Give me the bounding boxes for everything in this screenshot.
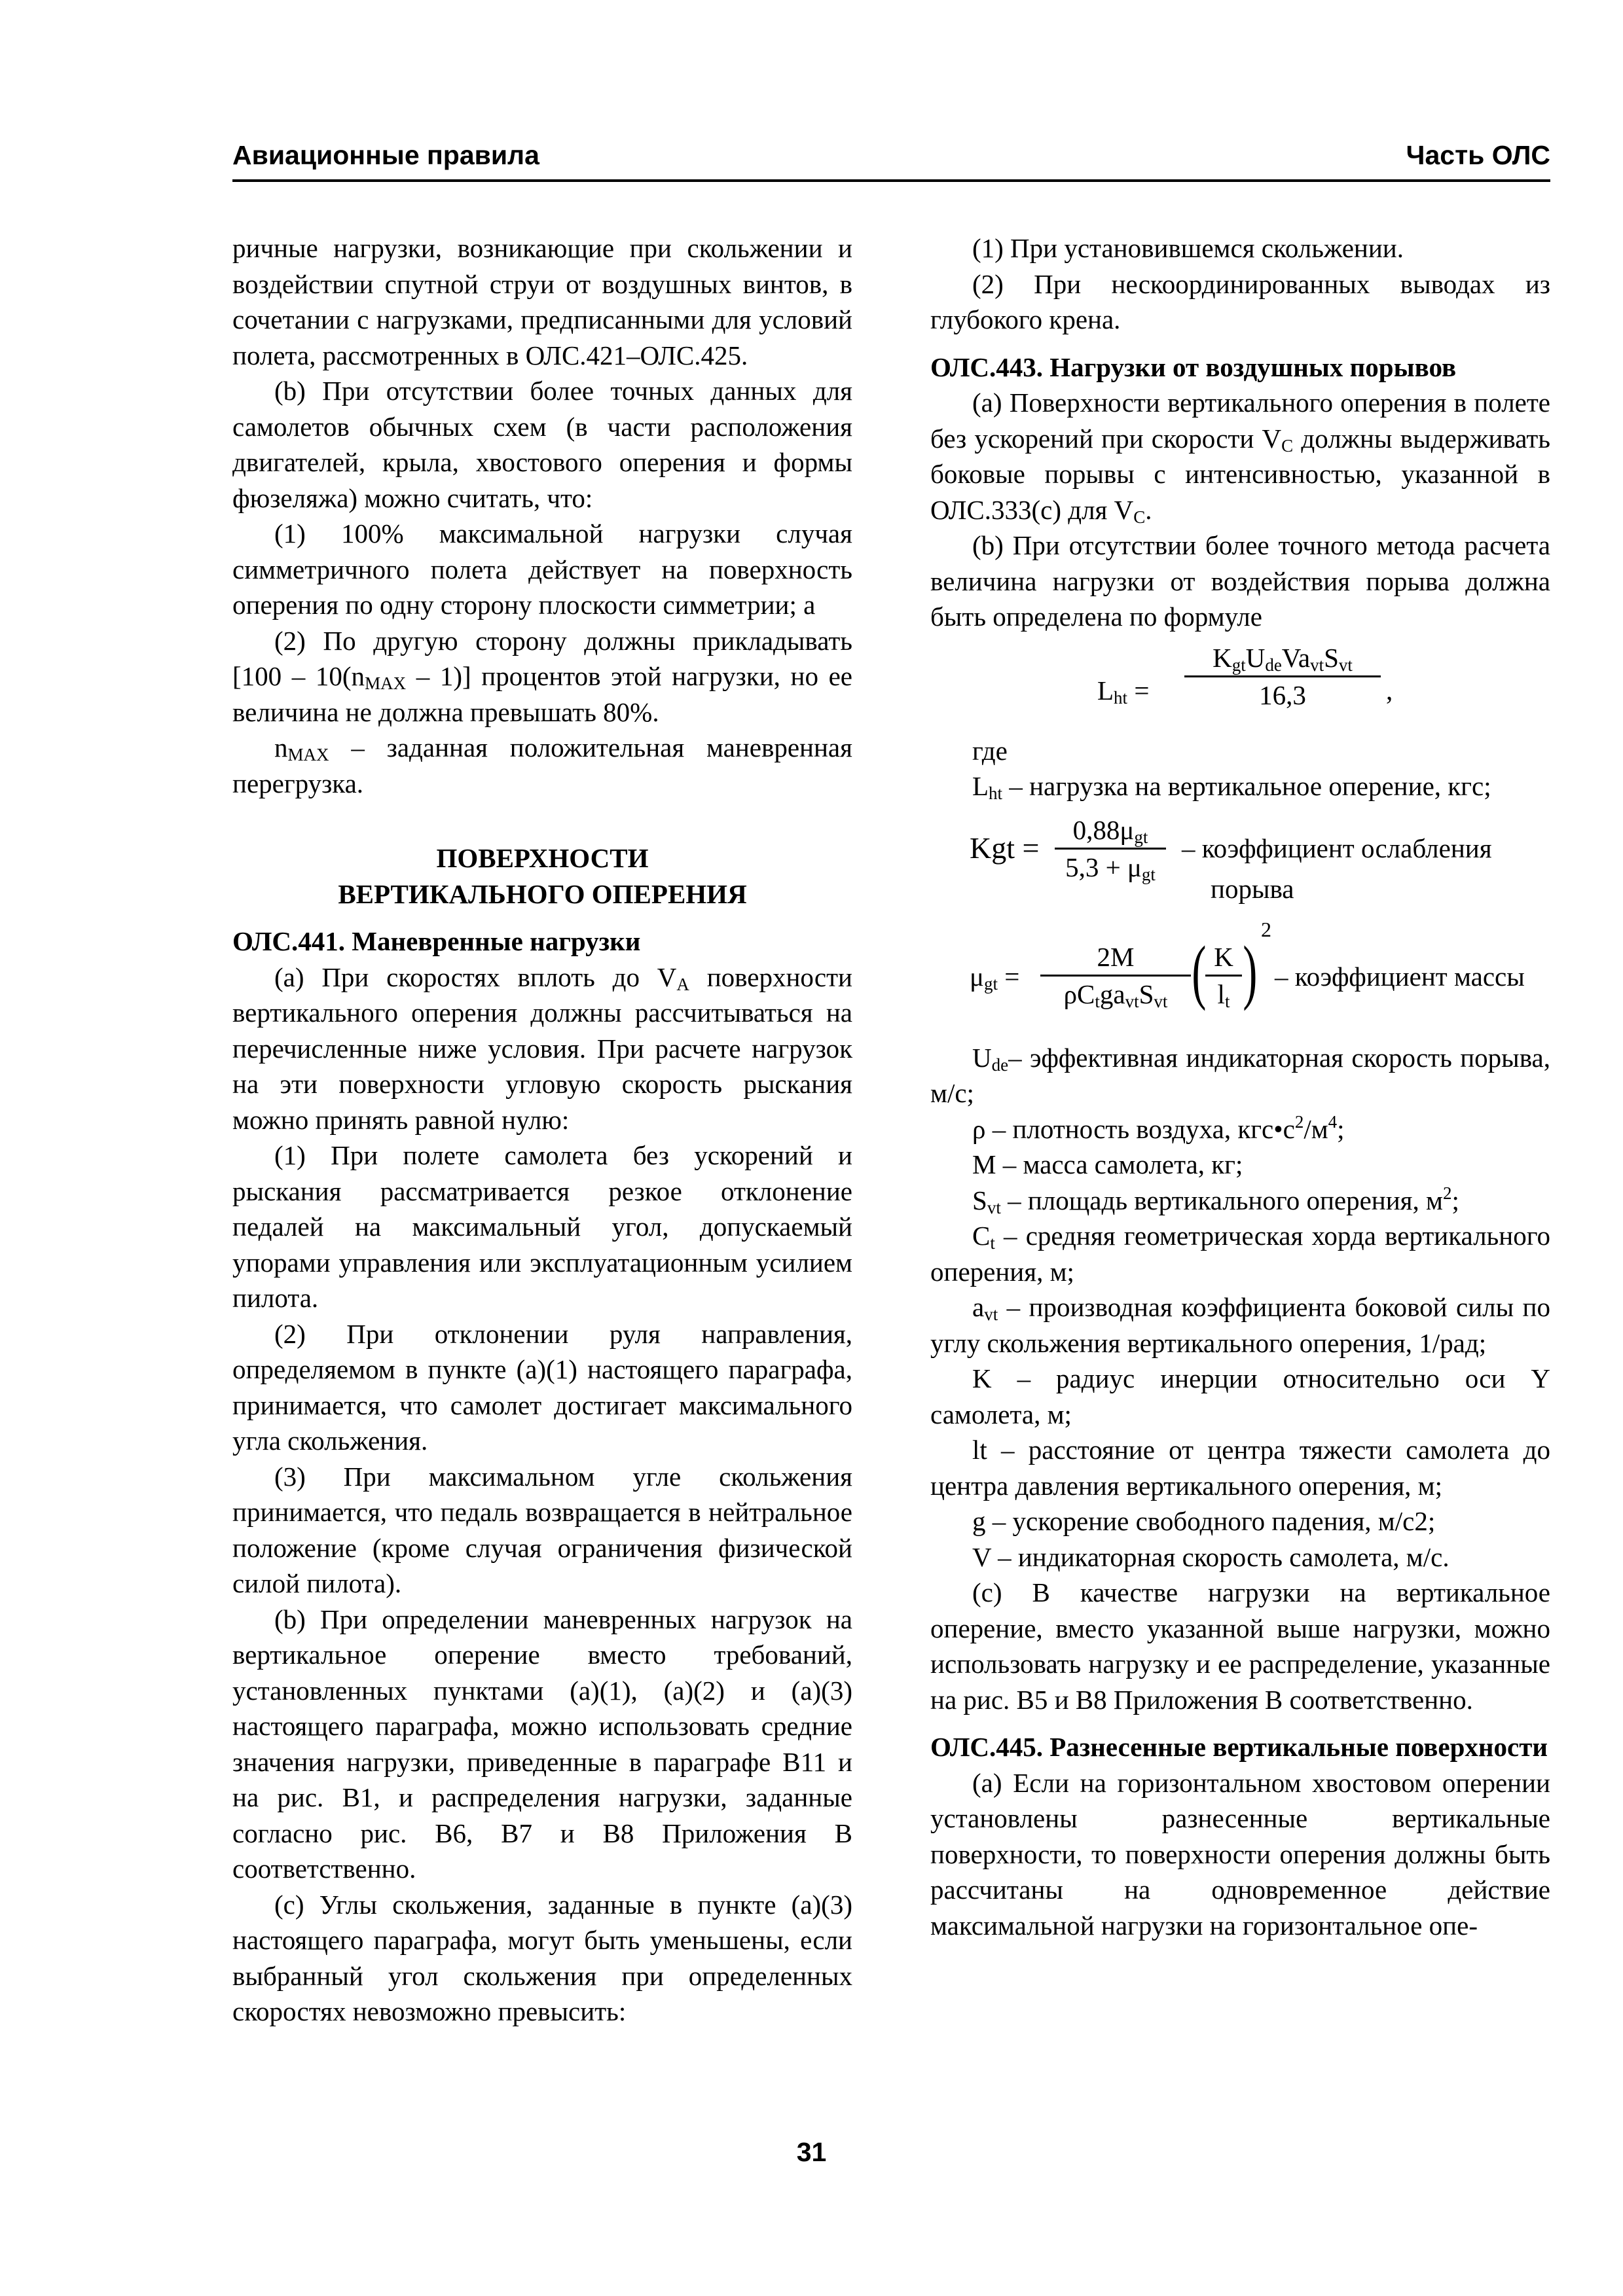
header-title: Авиационные правила <box>232 140 539 170</box>
formula-kgt: Kgt = $0,88\mu_{gt}$ $5,3 + \mu_{gt}$ – коэффициент ослабления порыва <box>930 811 1550 909</box>
paragraph: (1) 100% максимальной нагрузки случая симметричного полета действует на поверхность оперения по одну сторону плоскости симметрии; а <box>232 518 852 620</box>
paragraph: $n_{MAX}$ – заданная положительная маневренная перегрузка. <box>232 732 852 798</box>
paragraph: (a) Если на горизонтальном хвостовом оперении установлены разнесенные вертикальные поверхности, то поверхности оперения должны быть рассчитаны на одновременное действие максимальной нагрузки на горизонтальное опе- <box>930 1767 1550 1941</box>
paragraph: (1) При полете самолета без ускорений и рыскания рассматривается резкое отклонение педалей на максимальный угол, допускаемый упорами управления или эксплуатационным усилием пилота. <box>232 1140 852 1313</box>
right-column <box>930 230 1550 1943</box>
paragraph: K – радиус инерции относительно оси Y самолета, м; <box>930 1363 1550 1429</box>
page-header <box>232 136 1550 182</box>
paragraph: (c) В качестве нагрузки на вертикальное оперение, вместо указанной выше нагрузки, можно использовать нагрузку и ее распределение, указанные на рис. B5 и B8 Приложения B соответственно. <box>930 1577 1550 1715</box>
formula-mu: $\mu_{gt}$ = 2M $\rho C_tga_{vt}S_{vt}$ ( $\frac{K}{l_t}$ ) 2 – коэффициент массы <box>970 917 1525 1011</box>
formula-lht: $L_{ht}$ = $K_{gt}U_{de}Va_{vt}S_{vt}$ 16,3 , <box>930 635 1550 733</box>
paragraph: (a) Поверхности вертикального оперения в полете без ускорений при скорости $V_C$ должны выдерживать боковые порывы с интенсивностью, указанной в ОЛС.333(c) для $V_C$. <box>930 387 1550 527</box>
header-part: Часть ОЛС <box>1406 140 1550 170</box>
clause-heading: ОЛС.441. Маневренные нагрузки <box>232 926 641 956</box>
paragraph: $U_{de}-$ эффективная индикаторная скорость порыва, м/с; <box>930 1042 1550 1108</box>
paragraph: (2) При отклонении руля направления, определяемом в пункте (a)(1) настоящего параграфа, принимается, что самолет достигает максимального угла скольжения. <box>232 1318 852 1456</box>
paragraph: $L_{ht}$ – нагрузка на вертикальное оперение, кгс; <box>972 771 1491 803</box>
clause-heading: ОЛС.445. Разнесенные вертикальные поверхности <box>930 1732 1548 1762</box>
paragraph: (a) При скоростях вплоть до $V_A$ поверхности вертикального оперения должны рассчитываться на перечисленные ниже условия. При расчете нагрузок на эти поверхности угловую скорость рыскания можно принять равной нулю: <box>232 961 852 1135</box>
paragraph: $a_{vt}$ – производная коэффициента боковой силы по углу скольжения вертикального оперения, 1/рад; <box>930 1292 1550 1358</box>
section-title: ВЕРТИКАЛЬНОГО ОПЕРЕНИЯ <box>338 878 747 909</box>
paragraph: $C_t$ – средняя геометрическая хорда вертикального оперения, м; <box>930 1221 1550 1287</box>
paragraph: (b) При отсутствии более точного метода расчета величина нагрузки от воздействия порыва должна быть определена по формуле <box>930 530 1550 632</box>
left-column <box>232 230 852 2030</box>
paragraph: где <box>972 735 1008 766</box>
paragraph: V – индикаторная скорость самолета, м/с. <box>972 1541 1450 1572</box>
paragraph: (b) При определении маневренных нагрузок на вертикальное оперение вместо требований, установленных пунктами (a)(1), (a)(2) и (a)(3) настоящего параграфа, можно использовать средние значения нагрузки, приведенные в параграфе B11 и на рис. B1, и распределения нагрузки, заданные согласно рис. B6, B7 и B8 Приложения B соответственно. <box>232 1604 852 1884</box>
paragraph: $S_{vt}$ – площадь вертикального оперения, $м^2$; <box>972 1183 1459 1217</box>
paragraph: (1) При установившемся скольжении. <box>972 233 1404 263</box>
paragraph: g – ускорение свободного падения, м/с2; <box>972 1506 1436 1536</box>
clause-heading: ОЛС.443. Нагрузки от воздушных порывов <box>930 351 1457 382</box>
paragraph: ρ – плотность воздуха, $кгс•с^2/м^4$; <box>972 1111 1345 1144</box>
paragraph: (3) При максимальном угле скольжения принимается, что педаль возвращается в нейтральное положение (кроме случая ограничения физической силой пилота). <box>232 1461 852 1598</box>
paragraph: (b) При отсутствии более точных данных для самолетов обычных схем (в части расположения двигателей, крыла, хвостового оперения и формы фюзеляжа) можно считать, что: <box>232 376 852 513</box>
paragraph: M – масса самолета, кг; <box>972 1149 1243 1179</box>
paragraph: ричные нагрузки, возникающие при скольжении и воздействии спутной струи от воздушных винтов, в сочетании с нагрузками, предписанными для условий полета, рассмотренных в ОЛС.421–ОЛС.425. <box>232 233 852 370</box>
paragraph: (2) По другую сторону должны прикладывать $[100 - 10(n_{MAX} - 1)]$ процентов этой нагрузки, но ее величина не должна превышать 80%. <box>232 625 852 727</box>
section-title: ПОВЕРХНОСТИ <box>436 843 649 873</box>
page-number: 31 <box>796 2137 827 2167</box>
paragraph: (2) При нескоординированных выводах из глубокого крена. <box>930 268 1550 334</box>
paragraph: lt – расстояние от центра тяжести самолета до центра давления вертикального оперения, м; <box>930 1435 1550 1501</box>
paragraph: (c) Углы скольжения, заданные в пункте (a)(3) настоящего параграфа, могут быть уменьшены, если выбранный угол скольжения при определенных скоростях невозможно превысить: <box>232 1889 852 2026</box>
